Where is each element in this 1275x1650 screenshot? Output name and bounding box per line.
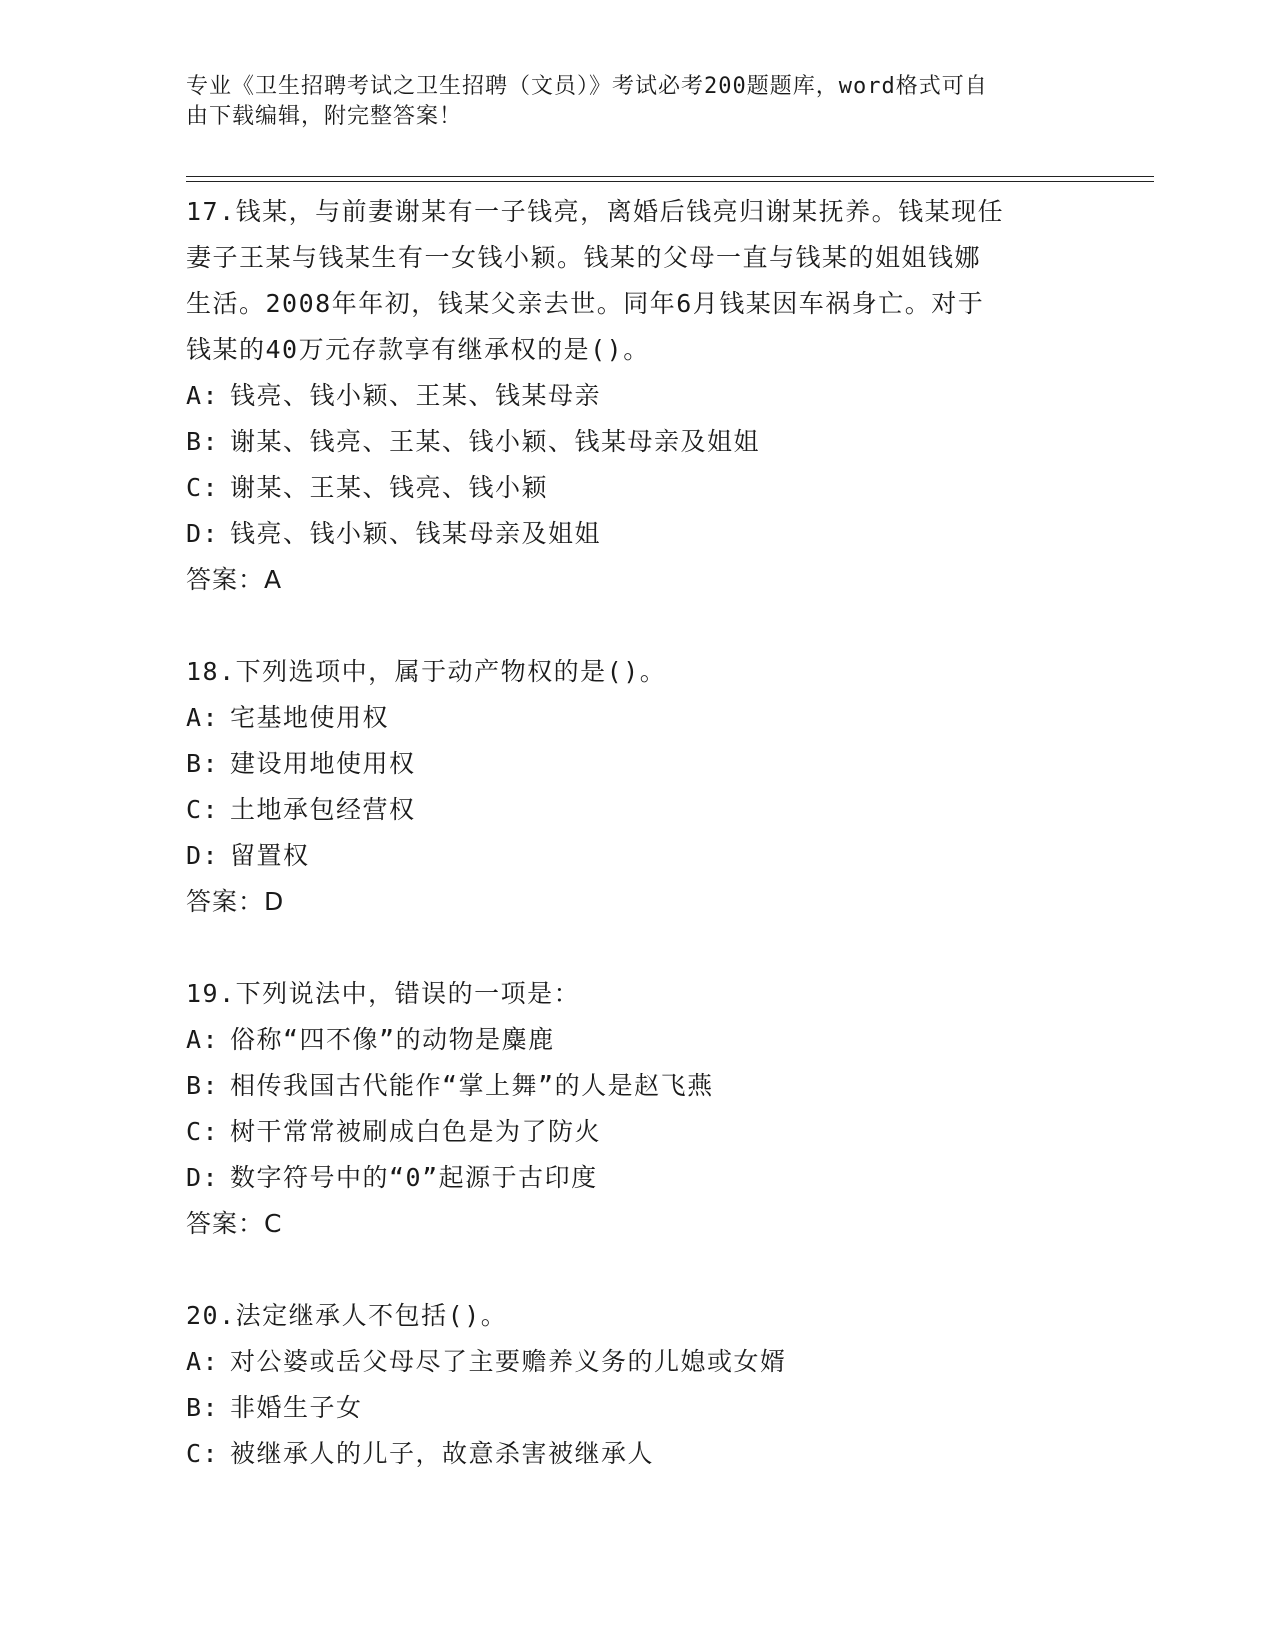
option-text: 宅基地使用权: [230, 703, 390, 732]
option-text: 相传我国古代能作“掌上舞”的人是赵飞燕: [230, 1071, 714, 1100]
option-a: [186, 695, 1086, 741]
answer-line: 答案：C: [186, 1209, 283, 1238]
option-text: 钱亮、钱小颖、王某、钱某母亲: [230, 381, 602, 410]
option-text: 钱亮、钱小颖、钱某母亲及姐姐: [230, 519, 602, 548]
option-key: C:: [186, 473, 220, 502]
question-spacer: [186, 1247, 1086, 1293]
option-key: B:: [186, 1071, 220, 1100]
question-stem-line: 20.法定继承人不包括()。: [186, 1301, 508, 1330]
option-text: 谢某、钱亮、王某、钱小颖、钱某母亲及姐姐: [230, 427, 761, 456]
option-b: [186, 1063, 1086, 1109]
option-key: B:: [186, 1393, 220, 1422]
option-text: 数字符号中的“0”起源于古印度: [230, 1163, 598, 1192]
answer-line: 答案：A: [186, 565, 283, 594]
option-key: C:: [186, 1117, 220, 1146]
option-text: 土地承包经营权: [230, 795, 416, 824]
option-a: [186, 1339, 1086, 1385]
question-20: [186, 1293, 1086, 1477]
question-stem-line: 钱某的40万元存款享有继承权的是()。: [186, 335, 650, 364]
option-c: [186, 1431, 1086, 1477]
option-key: A:: [186, 703, 220, 732]
option-key: D:: [186, 519, 220, 548]
option-a: [186, 373, 1086, 419]
document-header: [186, 72, 1066, 132]
question-spacer: [186, 603, 1086, 649]
option-key: A:: [186, 1347, 220, 1376]
option-b: [186, 741, 1086, 787]
question-stem-line: 18.下列选项中，属于动产物权的是()。: [186, 657, 667, 686]
option-a: [186, 1017, 1086, 1063]
option-text: 树干常常被刷成白色是为了防火: [230, 1117, 602, 1146]
option-text: 非婚生子女: [230, 1393, 363, 1422]
option-b: [186, 419, 1086, 465]
question-stem-line: 生活。2008年年初，钱某父亲去世。同年6月钱某因车祸身亡。对于: [186, 289, 985, 318]
question-list: [186, 189, 1086, 1477]
question-spacer: [186, 925, 1086, 971]
question-stem-line: 19.下列说法中，错误的一项是：: [186, 979, 581, 1008]
option-text: 谢某、王某、钱亮、钱小颖: [230, 473, 549, 502]
option-b: [186, 1385, 1086, 1431]
option-key: B:: [186, 749, 220, 778]
header-divider-bottom: [186, 181, 1154, 182]
option-c: [186, 1109, 1086, 1155]
option-c: [186, 787, 1086, 833]
header-divider-top: [186, 176, 1154, 177]
option-text: 对公婆或岳父母尽了主要赡养义务的儿媳或女婿: [230, 1347, 787, 1376]
header-line-1: 专业《卫生招聘考试之卫生招聘（文员）》考试必考200题题库，word格式可自: [186, 74, 988, 99]
question-18: [186, 649, 1086, 925]
option-key: A:: [186, 381, 220, 410]
option-text: 建设用地使用权: [230, 749, 416, 778]
option-text: 俗称“四不像”的动物是麋鹿: [230, 1025, 555, 1054]
answer-line: 答案：D: [186, 887, 285, 916]
option-key: A:: [186, 1025, 220, 1054]
question-19: [186, 971, 1086, 1247]
option-d: [186, 1155, 1086, 1201]
header-line-2: 由下载编辑，附完整答案！: [186, 104, 463, 129]
option-text: 被继承人的儿子，故意杀害被继承人: [230, 1439, 655, 1468]
option-c: [186, 465, 1086, 511]
option-d: [186, 833, 1086, 879]
question-stem-line: 妻子王某与钱某生有一女钱小颖。钱某的父母一直与钱某的姐姐钱娜: [186, 243, 982, 272]
option-d: [186, 511, 1086, 557]
option-text: 留置权: [230, 841, 310, 870]
option-key: C:: [186, 1439, 220, 1468]
option-key: B:: [186, 427, 220, 456]
option-key: C:: [186, 795, 220, 824]
option-key: D:: [186, 1163, 220, 1192]
question-stem-line: 17.钱某，与前妻谢某有一子钱亮，离婚后钱亮归谢某抚养。钱某现任: [186, 197, 1005, 226]
option-key: D:: [186, 841, 220, 870]
question-17: [186, 189, 1086, 603]
